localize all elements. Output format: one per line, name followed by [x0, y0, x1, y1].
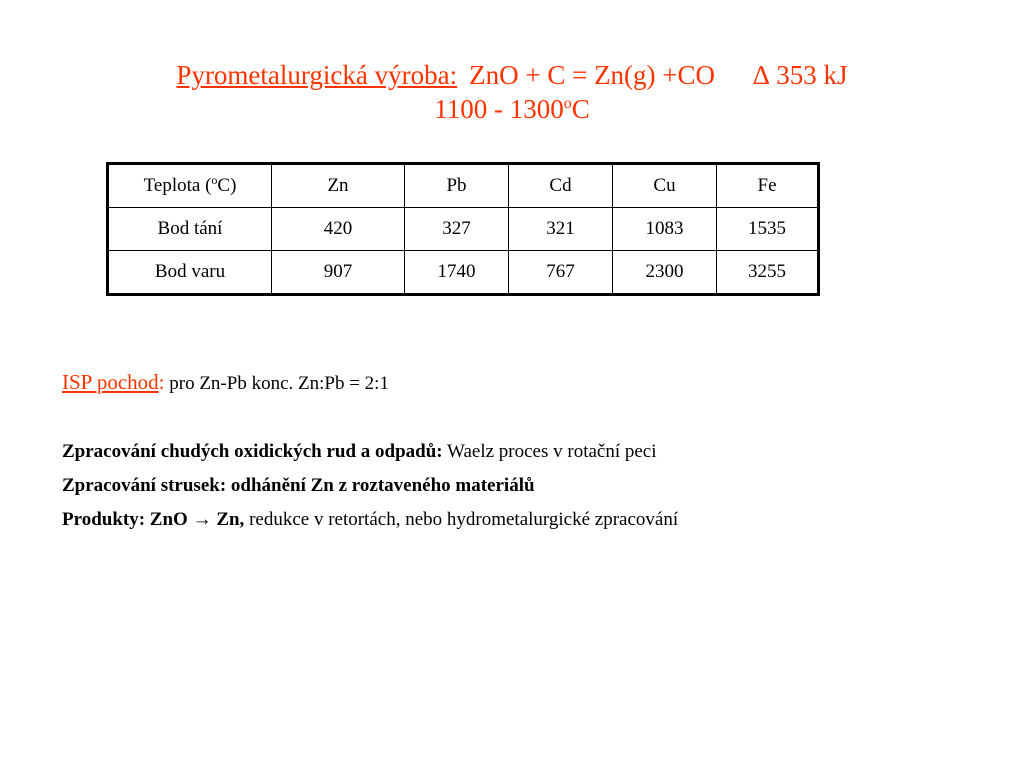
title-degree-sup: o	[563, 95, 572, 112]
table-row-label: Bod tání	[108, 208, 272, 251]
table-cell: 321	[509, 208, 613, 251]
table-cell: 1535	[717, 208, 819, 251]
products-text: redukce v retortách, nebo hydrometalurgické zpracování	[249, 509, 679, 530]
isp-text: pro Zn-Pb konc. Zn:Pb = 2:1	[169, 373, 389, 394]
waelz-text: Waelz proces v rotační peci	[447, 441, 657, 462]
title-equation: ZnO + C = Zn(g) +CO	[469, 60, 716, 90]
table-cell: 3255	[717, 251, 819, 295]
text-line-products	[62, 509, 678, 531]
table-header-cell: Teplota ($^o$C)	[108, 164, 272, 208]
title-enthalpy: ∆ 353 kJ	[753, 60, 848, 90]
table-row-label: Bod varu	[108, 251, 272, 295]
table-row	[108, 208, 819, 251]
title-temp-unit: C	[571, 94, 590, 124]
table-header-cell: Zn	[272, 164, 405, 208]
table-header-cell: Cd	[509, 164, 613, 208]
table-header-cell: Cu	[613, 164, 717, 208]
title-temp-range: 1100 - 1300	[434, 94, 564, 124]
table-header-cell: Fe	[717, 164, 819, 208]
title-line-1	[0, 58, 1024, 92]
table-cell: 767	[509, 251, 613, 295]
table-header-cell: Pb	[405, 164, 509, 208]
text-line-waelz	[62, 441, 657, 463]
title-line-2	[0, 92, 1024, 126]
table-row	[108, 251, 819, 295]
products-heading: Produkty: ZnO → Zn,	[62, 509, 245, 530]
slide-title	[0, 58, 1024, 126]
table-cell: 327	[405, 208, 509, 251]
table-cell: 2300	[613, 251, 717, 295]
isp-line	[62, 370, 389, 395]
waelz-heading: Zpracování chudých oxidických rud a odpadů:	[62, 441, 443, 462]
isp-label: ISP pochod:	[62, 370, 165, 394]
table-cell: 420	[272, 208, 405, 251]
table-cell: 907	[272, 251, 405, 295]
table-cell: 1083	[613, 208, 717, 251]
title-lead: Pyrometalurgická výroba:	[176, 60, 458, 90]
table-cell: 1740	[405, 251, 509, 295]
text-line-slag	[62, 475, 535, 497]
melting-boiling-table	[106, 162, 820, 296]
slag-heading: Zpracování strusek: odhánění Zn z roztaveného materiálů	[62, 475, 535, 496]
table-header-row	[108, 164, 819, 208]
